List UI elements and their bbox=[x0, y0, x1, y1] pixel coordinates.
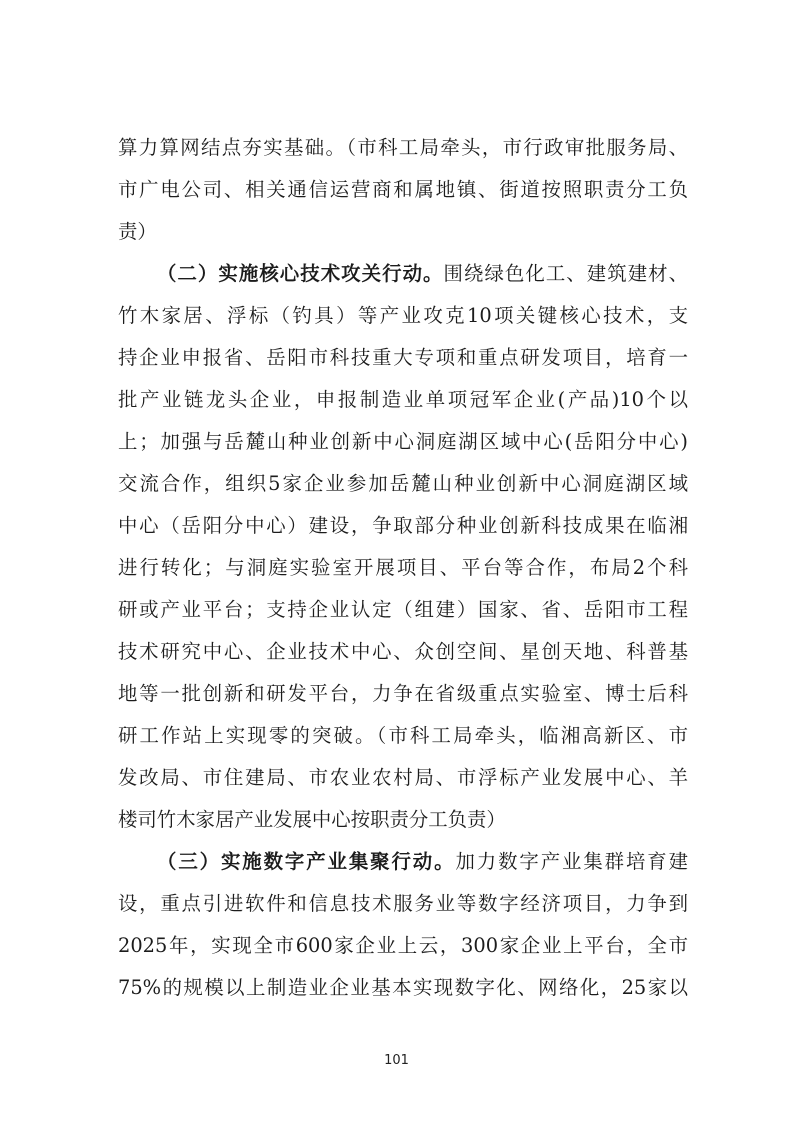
body-line: 市广电公司、相关通信运营商和属地镇、街道按照职责分工负 bbox=[118, 178, 688, 201]
section-heading-continuation: 加力数字产业集群培育建 bbox=[455, 850, 689, 873]
body-line: 竹木家居、浮标（钓具）等产业攻克10项关键核心技术，支 bbox=[118, 304, 688, 327]
body-line: 责） bbox=[118, 220, 157, 243]
body-line: 发改局、市住建局、市农业农村局、市浮标产业发展中心、羊 bbox=[118, 766, 688, 789]
section-heading-line bbox=[157, 842, 688, 882]
body-line: 进行转化；与洞庭实验室开展项目、平台等合作，布局2个科 bbox=[118, 556, 688, 579]
body-line: 技术研究中心、企业技术中心、众创空间、星创天地、科普基 bbox=[118, 640, 688, 663]
section-heading-line bbox=[157, 254, 688, 294]
body-line: 上；加强与岳麓山种业创新中心洞庭湖区域中心(岳阳分中心) bbox=[118, 430, 688, 453]
body-line: 75%的规模以上制造业企业基本实现数字化、网络化，25家以 bbox=[118, 976, 688, 999]
section-heading-continuation: 围绕绿色化工、建筑建材、 bbox=[443, 262, 689, 285]
body-line: 批产业链龙头企业，申报制造业单项冠军企业(产品)10个以 bbox=[118, 388, 688, 411]
body-line: 持企业申报省、岳阳市科技重大专项和重点研发项目，培育一 bbox=[118, 346, 688, 369]
body-line: 设，重点引进软件和信息技术服务业等数字经济项目，力争到 bbox=[118, 892, 688, 915]
body-line: 研工作站上实现零的突破。（市科工局牵头，临湘高新区、市 bbox=[118, 724, 688, 747]
body-line: 中心（岳阳分中心）建设，争取部分种业创新科技成果在临湘 bbox=[118, 514, 688, 537]
body-line: 算力算网结点夯实基础。（市科工局牵头，市行政审批服务局、 bbox=[118, 136, 688, 159]
body-line: 研或产业平台；支持企业认定（组建）国家、省、岳阳市工程 bbox=[118, 598, 688, 621]
section-heading: （三）实施数字产业集聚行动。 bbox=[157, 850, 456, 873]
body-line: 2025年，实现全市600家企业上云，300家企业上平台，全市 bbox=[118, 934, 688, 957]
body-line: 楼司竹木家居产业发展中心按职责分工负责） bbox=[118, 808, 506, 831]
page-number: 101 bbox=[384, 1053, 409, 1068]
section-heading: （二）实施核心技术攻关行动。 bbox=[157, 262, 444, 285]
body-line: 交流合作，组织5家企业参加岳麓山种业创新中心洞庭湖区域 bbox=[118, 472, 688, 495]
body-line: 地等一批创新和研发平台，力争在省级重点实验室、博士后科 bbox=[118, 682, 688, 705]
